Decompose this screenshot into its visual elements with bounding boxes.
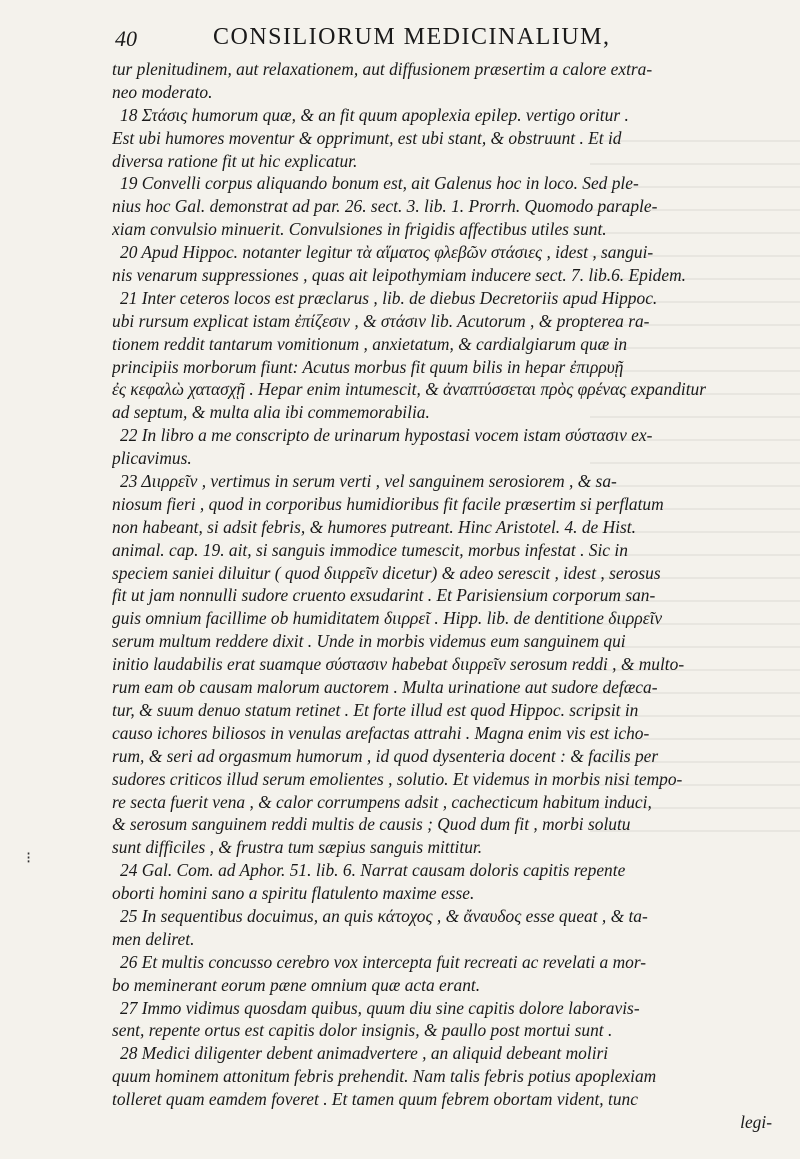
text-line: 23 Διιρρεῖν , vertimus in serum verti , vel sanguinem serosiorem , & sa- [120,471,617,492]
text-line: & serosum sanguinem reddi multis de causis ; Quod dum fit , morbi solutu [112,814,631,835]
text-line: tur, & suum denuo statum retinet . Et forte illud est quod Hippoc. scripsit in [112,699,639,720]
text-line: 24 Gal. Com. ad Aphor. 51. lib. 6. Narrat causam doloris capitis repente [120,860,626,881]
text-line: 27 Immo vidimus quosdam quibus, quum diu sine capitis dolore laboravis- [120,997,640,1018]
text-line: niosum fieri , quod in corporibus humidioribus fit facile præsertim si perflatum [112,493,664,514]
page-body-text [112,58,772,1134]
text-line: tur plenitudinem, aut relaxationem, aut diffusionem præsertim a calore extra- [112,59,653,79]
text-line: ubi rursum explicat istam ἐπίζεσιν , & στάσιν lib. Acutorum , & propterea ra- [112,310,650,331]
text-line: Est ubi humores moventur & opprimunt, est ubi stant, & obstruunt . Et id [112,127,622,148]
text-line: men deliret. [112,928,195,949]
text-line: rum eam ob causam malorum auctorem . Multa urinatione aut sudore defæca- [112,677,658,698]
running-title: CONSILIORUM MEDICINALIUM, [213,24,611,50]
page-header [115,22,765,56]
text-line: rum, & seri ad orgasmum humorum , id quod dysenteria docent : & facilis per [112,745,659,766]
text-line: sunt difficiles , & frustra tum sæpius sanguis mittitur. [112,837,483,858]
text-line: 28 Medici diligenter debent animadvertere , an aliquid debeant moliri [120,1043,609,1064]
text-line: 19 Convelli corpus aliquando bonum est, ait Galenus hoc in loco. Sed ple- [120,173,639,194]
text-line: oborti homini sano a spiritu flatulento maxime esse. [112,883,475,904]
text-line: sent, repente ortus est capitis dolor insignis, & paullo post mortui sunt . [112,1020,613,1041]
text-line: guis omnium facillime ob humiditatem διιρρεῖ . Hipp. lib. de dentitione διιρρεῖν [112,608,663,629]
margin-mark: ⁝ [26,850,32,867]
text-line: sudores criticos illud serum emolientes , solutio. Et videmus in morbis nisi tempo- [112,768,683,789]
text-line: quum hominem attonitum febris prehendit. Nam talis febris potius apoplexiam [112,1066,657,1087]
text-line: principiis morborum fiunt: Acutus morbus fit quum bilis in hepar ἐπιρρυῇ [112,356,624,377]
text-line: neo moderato. [112,81,213,102]
text-line: ad septum, & multa alia ibi commemorabilia. [112,402,430,423]
text-line: plicavimus. [112,448,192,469]
text-line: 26 Et multis concusso cerebro vox intercepta fuit recreati ac revelati a mor- [120,951,647,972]
text-line: 21 Inter ceteros locos est præclarus , lib. de diebus Decretoriis apud Hippoc. [120,287,658,308]
text-line: bo meminerant eorum pæne omnium quæ acta erant. [112,974,481,995]
text-line: tionem reddit tantarum vomitionum , anxietatum, & cardialgiarum quæ in [112,333,628,354]
text-line: 22 In libro a me conscripto de urinarum hypostasi vocem istam σύστασιν ex- [120,425,653,446]
text-line: speciem saniei diluitur ( quod διιρρεῖν dicetur) & adeo serescit , idest , serosus [112,562,661,583]
text-line: diversa ratione fit ut hic explicatur. [112,150,358,171]
text-line: causo ichores biliosos in venulas arefactas attrahi . Magna enim vis est icho- [112,722,650,743]
text-line: re secta fuerit vena , & calor corrumpens adsit , cachecticum habitum induci, [112,791,652,812]
text-line: ἐς κεφαλὼ χατασχῇ . Hepar enim intumescit, & ἀναπτύσσεται πρὸς φρένας expanditur [112,379,707,400]
text-line: 25 In sequentibus docuimus, an quis κάτοχος , & ἄναυδος esse queat , & ta- [120,905,648,926]
text-line: xiam convulsio minuerit. Convulsiones in frigidis affectibus utiles sunt. [112,219,607,240]
text-line: nius hoc Gal. demonstrat ad par. 26. sect. 3. lib. 1. Prorrh. Quomodo paraple- [112,196,658,217]
text-line: serum multum reddere dixit . Unde in morbis videmus eum sanguinem qui [112,631,626,652]
text-line: 18 Στάσις humorum quæ, & an fit quum apoplexia epilep. vertigo oritur . [120,104,629,125]
page-number: 40 [115,26,137,51]
text-line: initio laudabilis erat suamque σύστασιν habebat διιρρεῖν serosum reddi , & multo- [112,654,685,675]
text-line: tolleret quam eamdem foveret . Et tamen quum febrem obortam vident, tunc [112,1089,638,1110]
text-line: nis venarum suppressiones , quas ait leipothymiam inducere sect. 7. lib.6. Epidem. [112,265,686,286]
text-line: 20 Apud Hippoc. notanter legitur τὰ αἵματος φλεβῶν στάσιες , idest , sangui- [120,242,654,263]
text-line: animal. cap. 19. ait, si sanguis immodice tumescit, morbus infestat . Sic in [112,539,628,560]
text-line: fit ut jam nonnulli sudore cruento exsudarint . Et Parisiensium corporum san- [112,585,656,606]
text-line: legi- [740,1111,772,1132]
text-line: non habeant, si adsit febris, & humores putreant. Hinc Aristotel. 4. de Hist. [112,516,636,537]
